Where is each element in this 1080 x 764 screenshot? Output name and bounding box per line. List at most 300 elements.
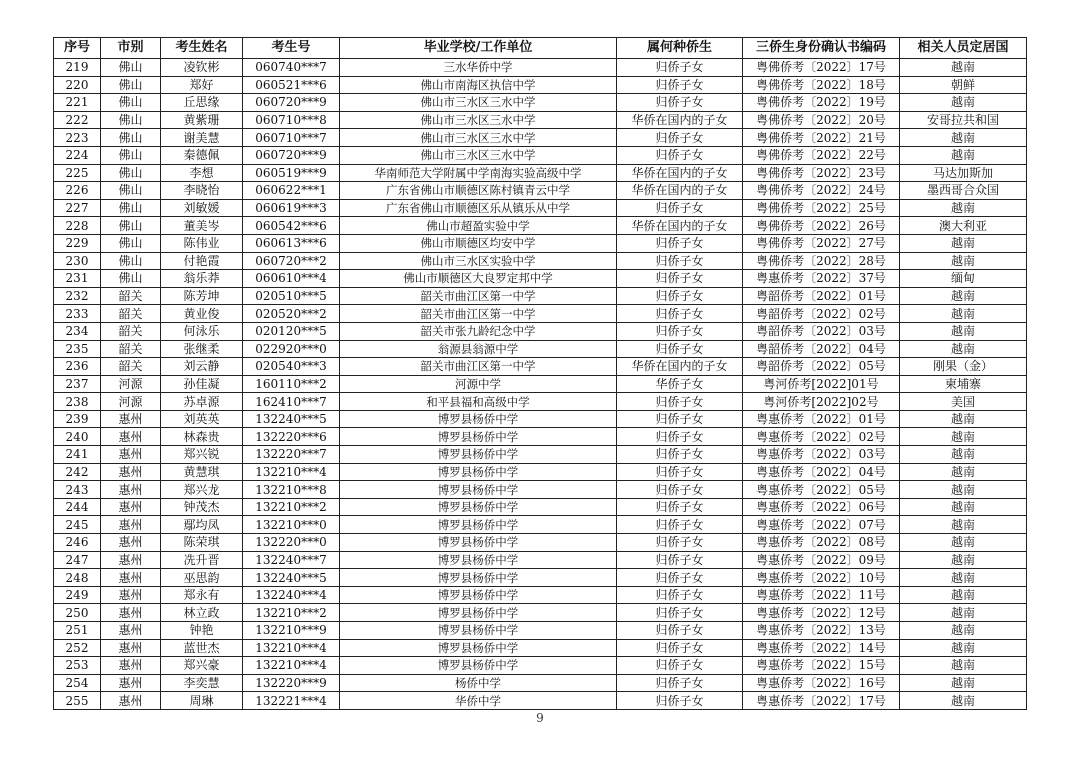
cell-cert-code: 粤惠侨考〔2022〕16号 <box>743 674 900 692</box>
cell-country: 越南 <box>900 234 1027 252</box>
cell-exam-no: 132221***4 <box>243 692 340 710</box>
cell-school: 韶关市曲江区第一中学 <box>340 305 617 323</box>
cell-category: 归侨子女 <box>617 146 743 164</box>
header-school: 毕业学校/工作单位 <box>340 38 617 59</box>
cell-country: 越南 <box>900 692 1027 710</box>
cell-exam-no: 022920***0 <box>243 340 340 358</box>
cell-school: 韶关市曲江区第一中学 <box>340 287 617 305</box>
cell-seq: 251 <box>54 622 101 640</box>
cell-school: 翁源县翁源中学 <box>340 340 617 358</box>
cell-school: 博罗县杨侨中学 <box>340 463 617 481</box>
cell-country: 越南 <box>900 569 1027 587</box>
cell-cert-code: 粤佛侨考〔2022〕28号 <box>743 252 900 270</box>
cell-country: 越南 <box>900 604 1027 622</box>
cell-country: 越南 <box>900 674 1027 692</box>
cell-category: 归侨子女 <box>617 551 743 569</box>
cell-country: 越南 <box>900 446 1027 464</box>
cell-cert-code: 粤惠侨考〔2022〕04号 <box>743 463 900 481</box>
table-row <box>54 59 1027 77</box>
cell-seq: 233 <box>54 305 101 323</box>
cell-name: 陈荣琪 <box>161 534 243 552</box>
cell-exam-no: 132240***7 <box>243 551 340 569</box>
table-body <box>54 59 1027 710</box>
cell-category: 归侨子女 <box>617 569 743 587</box>
cell-category: 华侨在国内的子女 <box>617 111 743 129</box>
cell-cert-code: 粤惠侨考〔2022〕11号 <box>743 586 900 604</box>
cell-cert-code: 粤惠侨考〔2022〕06号 <box>743 498 900 516</box>
cell-seq: 222 <box>54 111 101 129</box>
cell-city: 惠州 <box>101 639 161 657</box>
cell-city: 惠州 <box>101 692 161 710</box>
cell-exam-no: 132210***8 <box>243 481 340 499</box>
cell-city: 惠州 <box>101 674 161 692</box>
cell-seq: 234 <box>54 322 101 340</box>
cell-country: 刚果（金） <box>900 358 1027 376</box>
cell-category: 归侨子女 <box>617 692 743 710</box>
table-row <box>54 674 1027 692</box>
table-header-row <box>54 38 1027 59</box>
cell-name: 巫思韵 <box>161 569 243 587</box>
cell-country: 越南 <box>900 657 1027 675</box>
cell-school: 佛山市三水区三水中学 <box>340 129 617 147</box>
cell-cert-code: 粤韶侨考〔2022〕03号 <box>743 322 900 340</box>
cell-seq: 241 <box>54 446 101 464</box>
cell-exam-no: 132220***6 <box>243 428 340 446</box>
table-row <box>54 252 1027 270</box>
cell-exam-no: 132220***0 <box>243 534 340 552</box>
cell-cert-code: 粤惠侨考〔2022〕13号 <box>743 622 900 640</box>
cell-category: 归侨子女 <box>617 428 743 446</box>
cell-country: 越南 <box>900 551 1027 569</box>
cell-country: 越南 <box>900 481 1027 499</box>
cell-cert-code: 粤惠侨考〔2022〕01号 <box>743 410 900 428</box>
cell-cert-code: 粤惠侨考〔2022〕14号 <box>743 639 900 657</box>
cell-category: 归侨子女 <box>617 287 743 305</box>
cell-exam-no: 132210***2 <box>243 604 340 622</box>
cell-school: 博罗县杨侨中学 <box>340 534 617 552</box>
cell-cert-code: 粤惠侨考〔2022〕02号 <box>743 428 900 446</box>
cell-seq: 247 <box>54 551 101 569</box>
cell-exam-no: 132220***7 <box>243 446 340 464</box>
cell-category: 归侨子女 <box>617 622 743 640</box>
cell-name: 董美岑 <box>161 217 243 235</box>
cell-seq: 230 <box>54 252 101 270</box>
cell-cert-code: 粤佛侨考〔2022〕22号 <box>743 146 900 164</box>
cell-name: 陈伟业 <box>161 234 243 252</box>
cell-name: 郑兴锐 <box>161 446 243 464</box>
cell-city: 河源 <box>101 393 161 411</box>
cell-name: 黄业俊 <box>161 305 243 323</box>
cell-school: 华南师范大学附属中学南海实验高级中学 <box>340 164 617 182</box>
cell-name: 冼升晋 <box>161 551 243 569</box>
cell-cert-code: 粤惠侨考〔2022〕37号 <box>743 270 900 288</box>
table-row <box>54 217 1027 235</box>
cell-exam-no: 060519***9 <box>243 164 340 182</box>
cell-country: 越南 <box>900 639 1027 657</box>
cell-cert-code: 粤惠侨考〔2022〕12号 <box>743 604 900 622</box>
cell-cert-code: 粤佛侨考〔2022〕24号 <box>743 182 900 200</box>
cell-exam-no: 132240***5 <box>243 569 340 587</box>
header-name: 考生姓名 <box>161 38 243 59</box>
cell-exam-no: 132240***4 <box>243 586 340 604</box>
cell-city: 韶关 <box>101 287 161 305</box>
cell-name: 李晓怡 <box>161 182 243 200</box>
cell-country: 越南 <box>900 586 1027 604</box>
cell-country: 越南 <box>900 534 1027 552</box>
table-row <box>54 287 1027 305</box>
cell-cert-code: 粤惠侨考〔2022〕15号 <box>743 657 900 675</box>
cell-name: 林立政 <box>161 604 243 622</box>
cell-school: 博罗县杨侨中学 <box>340 622 617 640</box>
cell-school: 佛山市三水区实验中学 <box>340 252 617 270</box>
table-row <box>54 569 1027 587</box>
table-row <box>54 393 1027 411</box>
cell-cert-code: 粤惠侨考〔2022〕03号 <box>743 446 900 464</box>
cell-school: 博罗县杨侨中学 <box>340 481 617 499</box>
cell-city: 韶关 <box>101 305 161 323</box>
cell-seq: 225 <box>54 164 101 182</box>
cell-cert-code: 粤惠侨考〔2022〕05号 <box>743 481 900 499</box>
cell-name: 秦德佩 <box>161 146 243 164</box>
table-row <box>54 199 1027 217</box>
cell-country: 美国 <box>900 393 1027 411</box>
cell-seq: 219 <box>54 59 101 77</box>
table-row <box>54 498 1027 516</box>
cell-category: 华侨在国内的子女 <box>617 164 743 182</box>
cell-school: 佛山市三水区三水中学 <box>340 146 617 164</box>
cell-country: 朝鲜 <box>900 76 1027 94</box>
cell-city: 韶关 <box>101 358 161 376</box>
cell-city: 韶关 <box>101 340 161 358</box>
cell-name: 凌钦彬 <box>161 59 243 77</box>
table-row <box>54 446 1027 464</box>
cell-seq: 227 <box>54 199 101 217</box>
cell-exam-no: 060521***6 <box>243 76 340 94</box>
cell-category: 归侨子女 <box>617 657 743 675</box>
cell-city: 佛山 <box>101 164 161 182</box>
cell-exam-no: 020520***2 <box>243 305 340 323</box>
table-row <box>54 639 1027 657</box>
cell-name: 周琳 <box>161 692 243 710</box>
cell-category: 归侨子女 <box>617 674 743 692</box>
cell-name: 苏卓源 <box>161 393 243 411</box>
cell-name: 黄紫珊 <box>161 111 243 129</box>
cell-category: 归侨子女 <box>617 94 743 112</box>
cell-name: 郑兴豪 <box>161 657 243 675</box>
cell-seq: 232 <box>54 287 101 305</box>
cell-exam-no: 162410***7 <box>243 393 340 411</box>
cell-seq: 237 <box>54 375 101 393</box>
table-row <box>54 481 1027 499</box>
table-row <box>54 463 1027 481</box>
cell-city: 惠州 <box>101 586 161 604</box>
cell-cert-code: 粤佛侨考〔2022〕19号 <box>743 94 900 112</box>
cell-exam-no: 060710***8 <box>243 111 340 129</box>
cell-cert-code: 粤佛侨考〔2022〕23号 <box>743 164 900 182</box>
cell-school: 和平县福和高级中学 <box>340 393 617 411</box>
table-row <box>54 182 1027 200</box>
cell-cert-code: 粤韶侨考〔2022〕02号 <box>743 305 900 323</box>
cell-school: 博罗县杨侨中学 <box>340 657 617 675</box>
table-row <box>54 358 1027 376</box>
cell-category: 归侨子女 <box>617 340 743 358</box>
cell-category: 归侨子女 <box>617 252 743 270</box>
cell-city: 佛山 <box>101 252 161 270</box>
cell-cert-code: 粤惠侨考〔2022〕10号 <box>743 569 900 587</box>
cell-seq: 226 <box>54 182 101 200</box>
cell-cert-code: 粤惠侨考〔2022〕09号 <box>743 551 900 569</box>
cell-city: 惠州 <box>101 604 161 622</box>
cell-school: 杨侨中学 <box>340 674 617 692</box>
header-category: 属何种侨生 <box>617 38 743 59</box>
cell-country: 越南 <box>900 129 1027 147</box>
cell-category: 归侨子女 <box>617 463 743 481</box>
cell-city: 佛山 <box>101 76 161 94</box>
table-row <box>54 551 1027 569</box>
cell-seq: 253 <box>54 657 101 675</box>
cell-seq: 236 <box>54 358 101 376</box>
cell-seq: 243 <box>54 481 101 499</box>
cell-country: 缅甸 <box>900 270 1027 288</box>
cell-category: 归侨子女 <box>617 129 743 147</box>
cell-category: 归侨子女 <box>617 322 743 340</box>
cell-school: 博罗县杨侨中学 <box>340 604 617 622</box>
cell-name: 丘思缘 <box>161 94 243 112</box>
cell-school: 博罗县杨侨中学 <box>340 639 617 657</box>
table-row <box>54 164 1027 182</box>
table-row <box>54 586 1027 604</box>
table-row <box>54 270 1027 288</box>
header-seq: 序号 <box>54 38 101 59</box>
cell-cert-code: 粤佛侨考〔2022〕25号 <box>743 199 900 217</box>
cell-exam-no: 060610***4 <box>243 270 340 288</box>
cell-name: 林森贵 <box>161 428 243 446</box>
cell-category: 归侨子女 <box>617 604 743 622</box>
cell-city: 惠州 <box>101 516 161 534</box>
cell-city: 惠州 <box>101 551 161 569</box>
cell-name: 鄢均凤 <box>161 516 243 534</box>
cell-exam-no: 060542***6 <box>243 217 340 235</box>
cell-city: 韶关 <box>101 322 161 340</box>
cell-exam-no: 060613***6 <box>243 234 340 252</box>
cell-school: 博罗县杨侨中学 <box>340 551 617 569</box>
table-row <box>54 410 1027 428</box>
table-row <box>54 428 1027 446</box>
cell-city: 佛山 <box>101 270 161 288</box>
cell-city: 佛山 <box>101 199 161 217</box>
cell-category: 归侨子女 <box>617 498 743 516</box>
cell-school: 华侨中学 <box>340 692 617 710</box>
cell-country: 越南 <box>900 410 1027 428</box>
cell-school: 博罗县杨侨中学 <box>340 428 617 446</box>
cell-cert-code: 粤河侨考[2022]01号 <box>743 375 900 393</box>
cell-seq: 231 <box>54 270 101 288</box>
cell-category: 归侨子女 <box>617 393 743 411</box>
cell-seq: 246 <box>54 534 101 552</box>
cell-exam-no: 060619***3 <box>243 199 340 217</box>
cell-school: 河源中学 <box>340 375 617 393</box>
cell-city: 惠州 <box>101 481 161 499</box>
table-row <box>54 146 1027 164</box>
cell-seq: 250 <box>54 604 101 622</box>
cell-cert-code: 粤惠侨考〔2022〕08号 <box>743 534 900 552</box>
cell-country: 越南 <box>900 463 1027 481</box>
cell-name: 郑永有 <box>161 586 243 604</box>
cell-exam-no: 060622***1 <box>243 182 340 200</box>
cell-seq: 252 <box>54 639 101 657</box>
cell-city: 惠州 <box>101 534 161 552</box>
table-row <box>54 111 1027 129</box>
cell-exam-no: 132210***0 <box>243 516 340 534</box>
header-country: 相关人员定居国 <box>900 38 1027 59</box>
cell-city: 惠州 <box>101 410 161 428</box>
cell-exam-no: 160110***2 <box>243 375 340 393</box>
cell-school: 三水华侨中学 <box>340 59 617 77</box>
candidate-table <box>53 37 1027 710</box>
cell-city: 佛山 <box>101 59 161 77</box>
cell-seq: 248 <box>54 569 101 587</box>
cell-name: 陈芳坤 <box>161 287 243 305</box>
cell-school: 佛山市顺德区大良罗定邦中学 <box>340 270 617 288</box>
cell-cert-code: 粤惠侨考〔2022〕07号 <box>743 516 900 534</box>
cell-cert-code: 粤佛侨考〔2022〕20号 <box>743 111 900 129</box>
cell-exam-no: 132210***4 <box>243 639 340 657</box>
cell-category: 华侨子女 <box>617 375 743 393</box>
cell-city: 佛山 <box>101 129 161 147</box>
header-cert-code: 三侨生身份确认书编码 <box>743 38 900 59</box>
cell-country: 澳大利亚 <box>900 217 1027 235</box>
cell-school: 博罗县杨侨中学 <box>340 446 617 464</box>
cell-cert-code: 粤佛侨考〔2022〕17号 <box>743 59 900 77</box>
page-number: 9 <box>536 711 544 725</box>
cell-cert-code: 粤韶侨考〔2022〕01号 <box>743 287 900 305</box>
cell-school: 博罗县杨侨中学 <box>340 410 617 428</box>
cell-name: 李想 <box>161 164 243 182</box>
cell-country: 马达加斯加 <box>900 164 1027 182</box>
cell-country: 越南 <box>900 146 1027 164</box>
table-row <box>54 692 1027 710</box>
cell-name: 钟艳 <box>161 622 243 640</box>
table-row <box>54 340 1027 358</box>
cell-city: 佛山 <box>101 146 161 164</box>
cell-country: 越南 <box>900 287 1027 305</box>
cell-category: 归侨子女 <box>617 586 743 604</box>
cell-city: 佛山 <box>101 94 161 112</box>
cell-country: 越南 <box>900 199 1027 217</box>
cell-category: 华侨在国内的子女 <box>617 182 743 200</box>
cell-cert-code: 粤佛侨考〔2022〕18号 <box>743 76 900 94</box>
cell-seq: 235 <box>54 340 101 358</box>
cell-exam-no: 132220***9 <box>243 674 340 692</box>
header-city: 市别 <box>101 38 161 59</box>
cell-city: 河源 <box>101 375 161 393</box>
table-row <box>54 657 1027 675</box>
cell-city: 惠州 <box>101 428 161 446</box>
cell-exam-no: 020540***3 <box>243 358 340 376</box>
table-row <box>54 622 1027 640</box>
cell-school: 佛山市三水区三水中学 <box>340 111 617 129</box>
cell-country: 越南 <box>900 340 1027 358</box>
cell-country: 越南 <box>900 516 1027 534</box>
cell-name: 黄慧琪 <box>161 463 243 481</box>
cell-school: 博罗县杨侨中学 <box>340 569 617 587</box>
cell-category: 归侨子女 <box>617 534 743 552</box>
cell-category: 归侨子女 <box>617 446 743 464</box>
cell-seq: 223 <box>54 129 101 147</box>
cell-city: 惠州 <box>101 657 161 675</box>
cell-category: 归侨子女 <box>617 76 743 94</box>
table-row <box>54 604 1027 622</box>
cell-cert-code: 粤佛侨考〔2022〕27号 <box>743 234 900 252</box>
cell-country: 越南 <box>900 252 1027 270</box>
cell-seq: 229 <box>54 234 101 252</box>
cell-country: 安哥拉共和国 <box>900 111 1027 129</box>
cell-name: 郑好 <box>161 76 243 94</box>
cell-school: 广东省佛山市顺德区陈村镇青云中学 <box>340 182 617 200</box>
cell-country: 越南 <box>900 428 1027 446</box>
cell-category: 归侨子女 <box>617 199 743 217</box>
table-row <box>54 516 1027 534</box>
cell-exam-no: 020120***5 <box>243 322 340 340</box>
cell-category: 归侨子女 <box>617 516 743 534</box>
cell-seq: 239 <box>54 410 101 428</box>
cell-seq: 254 <box>54 674 101 692</box>
header-exam-no: 考生号 <box>243 38 340 59</box>
cell-exam-no: 020510***5 <box>243 287 340 305</box>
cell-exam-no: 060720***9 <box>243 146 340 164</box>
table-row <box>54 234 1027 252</box>
cell-seq: 224 <box>54 146 101 164</box>
cell-country: 越南 <box>900 305 1027 323</box>
cell-name: 李奕慧 <box>161 674 243 692</box>
cell-city: 惠州 <box>101 569 161 587</box>
cell-cert-code: 粤惠侨考〔2022〕17号 <box>743 692 900 710</box>
cell-city: 佛山 <box>101 217 161 235</box>
cell-cert-code: 粤韶侨考〔2022〕05号 <box>743 358 900 376</box>
cell-seq: 242 <box>54 463 101 481</box>
cell-exam-no: 132210***2 <box>243 498 340 516</box>
cell-exam-no: 060740***7 <box>243 59 340 77</box>
cell-city: 惠州 <box>101 498 161 516</box>
cell-name: 刘英英 <box>161 410 243 428</box>
cell-country: 越南 <box>900 498 1027 516</box>
cell-country: 越南 <box>900 322 1027 340</box>
cell-school: 广东省佛山市顺德区乐从镇乐从中学 <box>340 199 617 217</box>
cell-school: 佛山市三水区三水中学 <box>340 94 617 112</box>
table-row <box>54 305 1027 323</box>
cell-name: 张继柔 <box>161 340 243 358</box>
cell-city: 佛山 <box>101 234 161 252</box>
cell-category: 归侨子女 <box>617 270 743 288</box>
cell-name: 钟茂杰 <box>161 498 243 516</box>
cell-cert-code: 粤佛侨考〔2022〕26号 <box>743 217 900 235</box>
table-row <box>54 94 1027 112</box>
cell-seq: 221 <box>54 94 101 112</box>
cell-school: 佛山市南海区执信中学 <box>340 76 617 94</box>
cell-exam-no: 132240***5 <box>243 410 340 428</box>
table-row <box>54 129 1027 147</box>
cell-seq: 220 <box>54 76 101 94</box>
table-row <box>54 375 1027 393</box>
cell-name: 何泳乐 <box>161 322 243 340</box>
cell-category: 归侨子女 <box>617 481 743 499</box>
cell-name: 刘云静 <box>161 358 243 376</box>
table-row <box>54 76 1027 94</box>
cell-name: 蓝世杰 <box>161 639 243 657</box>
table-row <box>54 322 1027 340</box>
cell-seq: 245 <box>54 516 101 534</box>
cell-exam-no: 132210***9 <box>243 622 340 640</box>
